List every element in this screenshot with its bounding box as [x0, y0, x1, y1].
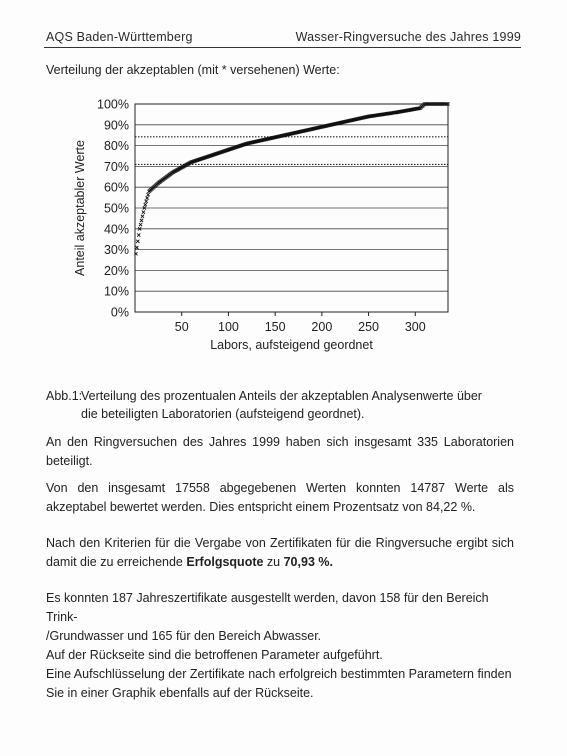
x-tick-label: 150: [264, 320, 286, 334]
y-tick-label: 50%: [103, 201, 129, 216]
certificates-line3: Auf der Rückseite sind die betroffenen Parameter aufgeführt.: [46, 648, 383, 662]
y-axis-label: Anteil akzeptabler Werte: [73, 140, 87, 276]
x-tick-label: 100: [218, 320, 239, 334]
certificates-line4: Eine Aufschlüsselung der Zertifikate nach erfolgreich bestimmten Parametern finden: [46, 667, 512, 681]
paragraph-certificates: [46, 589, 514, 703]
paragraph-success-rate: [46, 534, 514, 572]
success-rate-value: 70,93 %.: [283, 555, 333, 569]
x-tick-label: 250: [358, 320, 380, 334]
acceptance-chart: [60, 85, 460, 365]
chart-point: [137, 233, 140, 236]
header-left: AQS Baden-Württemberg: [46, 30, 193, 44]
paragraph-participation: An den Ringversuchen des Jahres 1999 haben sich insgesamt 335 Laboratorien beteiligt.: [46, 435, 514, 468]
chart-point: [140, 219, 143, 222]
chart-point: [146, 196, 149, 199]
success-rate-label: Erfolgsquote: [186, 555, 264, 569]
chart-point: [145, 200, 148, 203]
y-tick-label: 60%: [103, 180, 129, 195]
chart-reference-lines: [135, 137, 448, 165]
figure-caption: [46, 387, 516, 423]
figure-label: Abb.1:: [46, 389, 83, 403]
chart-point: [141, 215, 144, 218]
chart-intro: Verteilung der akzeptablen (mit * versehenen) Werte:: [46, 63, 340, 77]
x-tick-label: 300: [404, 320, 426, 334]
chart-point: [139, 223, 142, 226]
x-tick-labels: [175, 312, 426, 334]
y-tick-label: 30%: [103, 243, 129, 258]
paragraph-values: Von den insgesamt 17558 abgegebenen Werten konnten 14787 Werte als akzeptabel bewertet werden. Dies entspricht einem Prozentsatz von 84,22 %.: [46, 481, 514, 514]
y-tick-label: 10%: [103, 284, 129, 299]
chart-point: [142, 211, 145, 214]
certificates-line5: Sie in einer Graphik ebenfalls auf der Rückseite.: [46, 686, 314, 700]
x-tick-label: 50: [174, 320, 189, 334]
y-tick-label: 100%: [97, 97, 129, 112]
y-tick-label: 40%: [103, 222, 129, 237]
chart-point: [135, 246, 138, 249]
figure-caption-line2: die beteiligten Laboratorien (aufsteigend geordnet).: [81, 407, 365, 421]
header-rule: [44, 47, 521, 48]
chart-point: [144, 203, 147, 206]
y-tick-label: 20%: [103, 263, 129, 278]
y-tick-label: 0%: [110, 305, 129, 320]
chart-points: [134, 102, 449, 255]
header-right: Wasser-Ringversuche des Jahres 1999: [295, 30, 521, 44]
y-tick-labels: [97, 98, 129, 320]
success-rate-mid: zu: [263, 555, 284, 569]
chart-point: [136, 240, 139, 243]
x-axis-label: Labors, aufsteigend geordnet: [210, 338, 373, 352]
y-tick-label: 70%: [103, 159, 129, 174]
x-tick-label: 200: [311, 320, 333, 334]
y-tick-label: 90%: [103, 118, 129, 133]
figure-caption-line1: Verteilung des prozentualen Anteils der akzeptablen Analysenwerte über: [81, 389, 482, 403]
success-rate-text: Nach den Kriterien für die Vergabe von Zertifikaten für die Ringversuche ergibt sich damit die zu erreichende: [46, 536, 514, 569]
page-header: [46, 30, 521, 44]
certificates-line1: Es konnten 187 Jahreszertifikate ausgestellt werden, davon 158 für den Bereich Trink-: [46, 591, 489, 624]
y-tick-label: 80%: [103, 139, 129, 154]
chart-point: [146, 193, 149, 196]
certificates-line2: /Grundwasser und 165 für den Bereich Abwasser.: [46, 629, 322, 643]
